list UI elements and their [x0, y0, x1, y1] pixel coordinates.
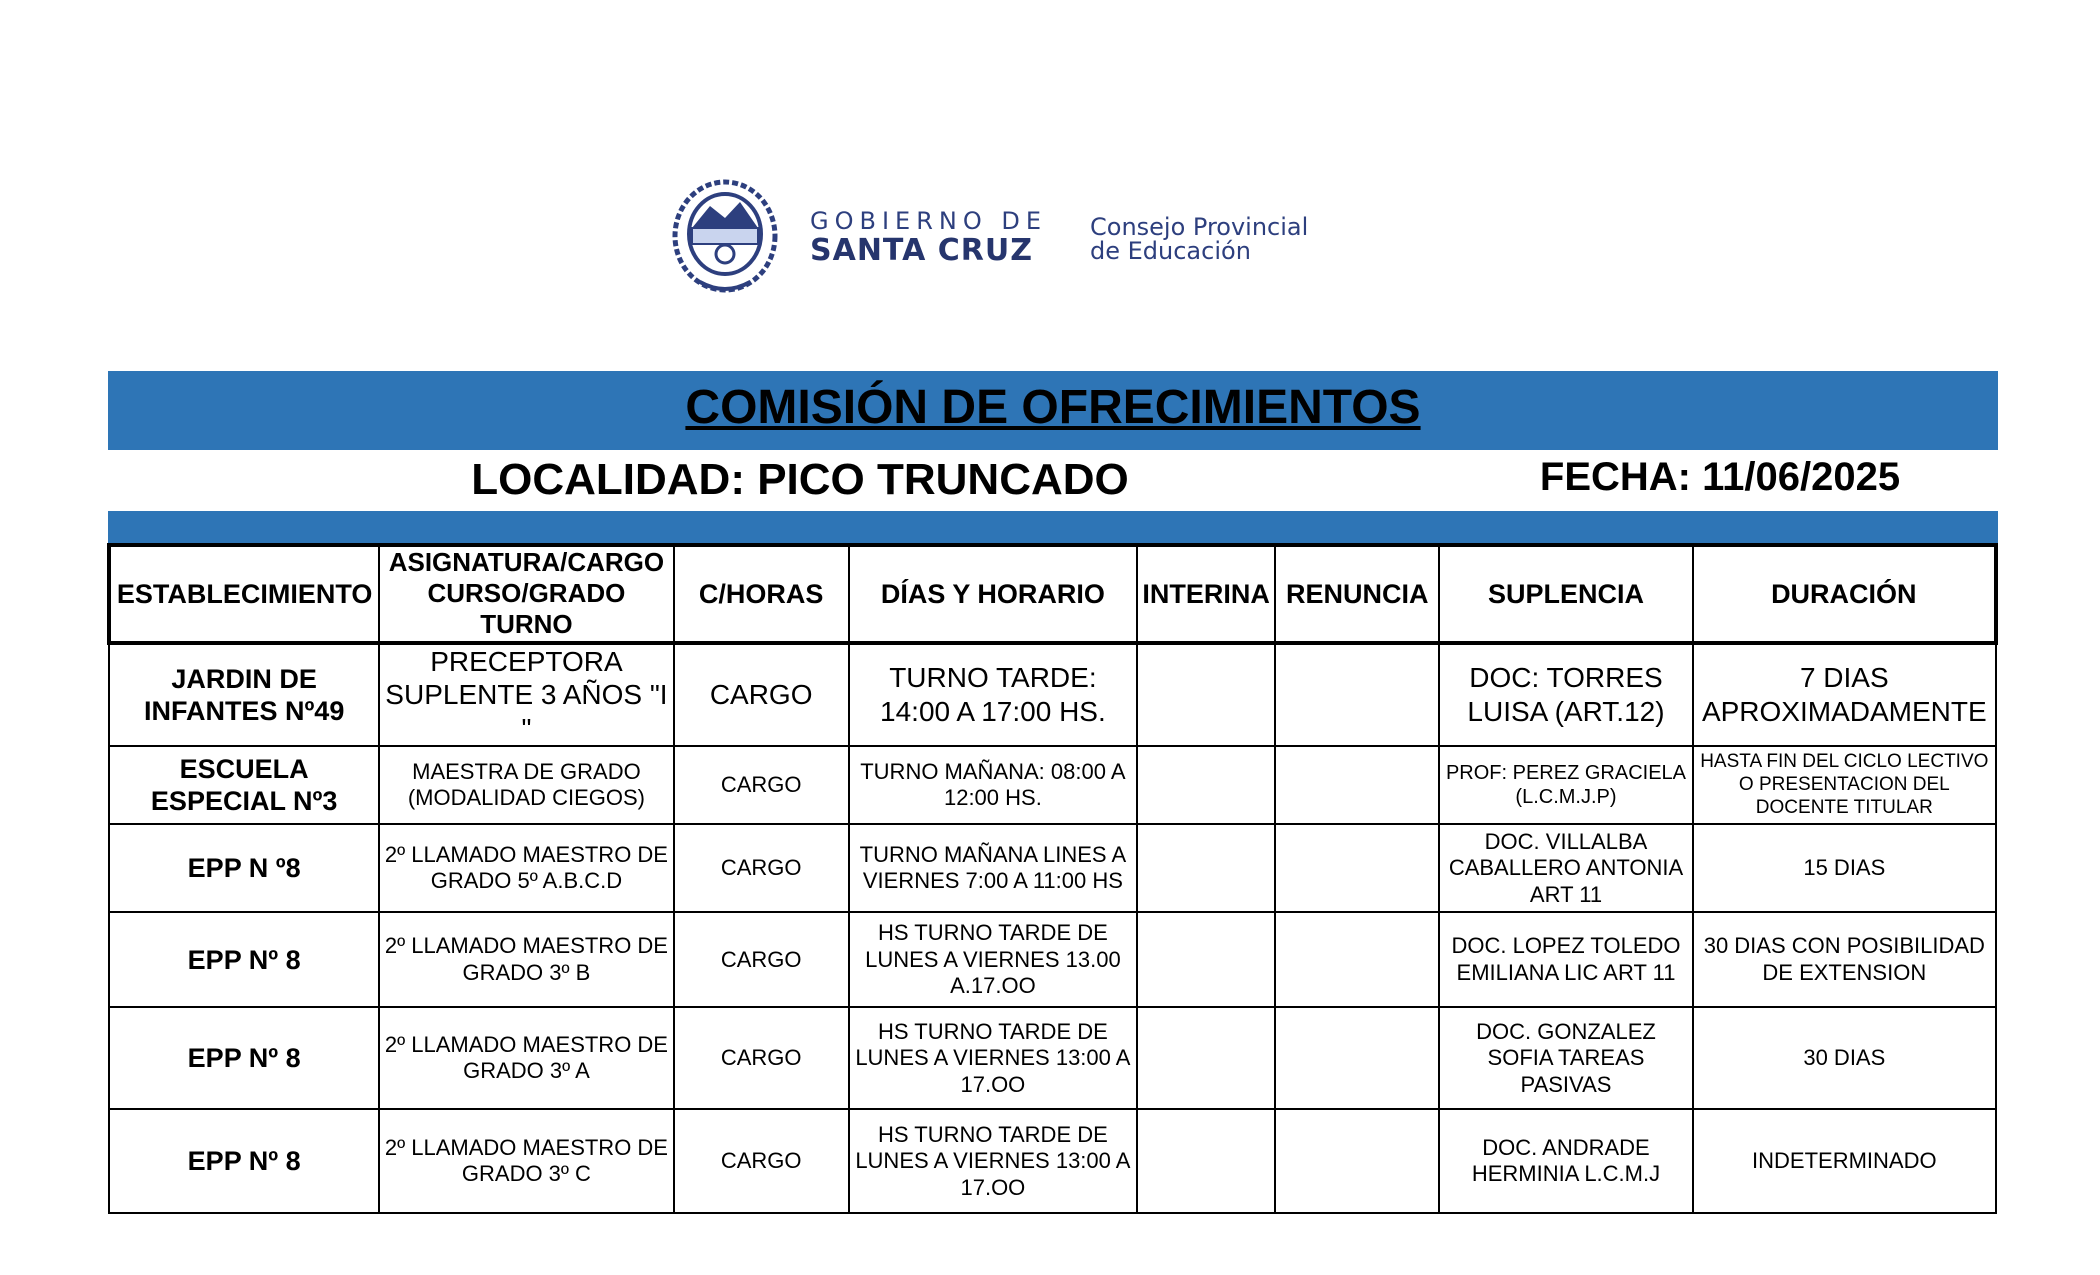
- cell-asignatura: 2º LLAMADO MAESTRO DE GRADO 5º A.B.C.D: [379, 824, 673, 912]
- cell-renuncia: [1275, 643, 1439, 747]
- cell-horas: CARGO: [674, 824, 849, 912]
- header-duracion: DURACIÓN: [1693, 545, 1996, 643]
- cell-horas: CARGO: [674, 912, 849, 1007]
- cell-suplencia: DOC. VILLALBA CABALLERO ANTONIA ART 11: [1439, 824, 1692, 912]
- santa-cruz-label: SANTA CRUZ: [810, 233, 1033, 268]
- cell-duracion: 30 DIAS: [1693, 1007, 1996, 1109]
- header-dias-horario: DÍAS Y HORARIO: [849, 545, 1137, 643]
- cell-duracion: 30 DIAS CON POSIBILIDAD DE EXTENSION: [1693, 912, 1996, 1007]
- consejo-label: Consejo Provincial: [1090, 213, 1309, 241]
- cell-asignatura: 2º LLAMADO MAESTRO DE GRADO 3º C: [379, 1109, 673, 1213]
- header-horas: C/HORAS: [674, 545, 849, 643]
- cell-establecimiento: ESCUELA ESPECIAL Nº3: [109, 746, 379, 824]
- cell-horas: CARGO: [674, 643, 849, 747]
- cell-establecimiento: EPP Nº 8: [109, 1007, 379, 1109]
- cell-establecimiento: JARDIN DE INFANTES Nº49: [109, 643, 379, 747]
- cell-asignatura: PRECEPTORA SUPLENTE 3 AÑOS "I ": [379, 643, 673, 747]
- cell-renuncia: [1275, 824, 1439, 912]
- cell-interina: [1137, 643, 1275, 747]
- educacion-label: de Educación: [1090, 237, 1251, 265]
- header-logo: [670, 175, 1330, 305]
- cell-horas: CARGO: [674, 1109, 849, 1213]
- cell-asignatura: MAESTRA DE GRADO (MODALIDAD CIEGOS): [379, 746, 673, 824]
- table-row: [109, 824, 1996, 912]
- cell-asignatura: 2º LLAMADO MAESTRO DE GRADO 3º B: [379, 912, 673, 1007]
- sub-band: [108, 511, 1998, 543]
- cell-establecimiento: EPP N º8: [109, 824, 379, 912]
- header-suplencia: SUPLENCIA: [1439, 545, 1692, 643]
- table-row: [109, 746, 1996, 824]
- santa-cruz-coat-of-arms-icon: [670, 178, 780, 298]
- header-renuncia: RENUNCIA: [1275, 545, 1439, 643]
- cell-suplencia: PROF: PEREZ GRACIELA (L.C.M.J.P): [1439, 746, 1692, 824]
- cell-duracion: HASTA FIN DEL CICLO LECTIVO O PRESENTACION DEL DOCENTE TITULAR: [1693, 746, 1996, 824]
- gobierno-label: GOBIERNO DE: [810, 207, 1047, 235]
- table-row: [109, 1109, 1996, 1213]
- cell-duracion: INDETERMINADO: [1693, 1109, 1996, 1213]
- cell-suplencia: DOC. GONZALEZ SOFIA TAREAS PASIVAS: [1439, 1007, 1692, 1109]
- cell-interina: [1137, 1007, 1275, 1109]
- cell-interina: [1137, 1109, 1275, 1213]
- header-asignatura: ASIGNATURA/CARGO CURSO/GRADO TURNO: [379, 545, 673, 643]
- cell-interina: [1137, 746, 1275, 824]
- cell-renuncia: [1275, 1007, 1439, 1109]
- cell-dias-horario: TURNO MAÑANA: 08:00 A 12:00 HS.: [849, 746, 1137, 824]
- table-header-row: [109, 545, 1996, 643]
- cell-asignatura: 2º LLAMADO MAESTRO DE GRADO 3º A: [379, 1007, 673, 1109]
- cell-interina: [1137, 912, 1275, 1007]
- cell-suplencia: DOC. ANDRADE HERMINIA L.C.M.J: [1439, 1109, 1692, 1213]
- cell-dias-horario: HS TURNO TARDE DE LUNES A VIERNES 13.00 A.17.OO: [849, 912, 1137, 1007]
- cell-dias-horario: HS TURNO TARDE DE LUNES A VIERNES 13:00 A 17.OO: [849, 1007, 1137, 1109]
- cell-establecimiento: EPP Nº 8: [109, 1109, 379, 1213]
- table-row: [109, 643, 1996, 747]
- fecha-label: FECHA: 11/06/2025: [1539, 455, 1901, 499]
- page-title: COMISIÓN DE OFRECIMIENTOS: [685, 381, 1421, 434]
- cell-horas: CARGO: [674, 1007, 849, 1109]
- header-establecimiento: ESTABLECIMIENTO: [109, 545, 379, 643]
- cell-duracion: 15 DIAS: [1693, 824, 1996, 912]
- cell-dias-horario: HS TURNO TARDE DE LUNES A VIERNES 13:00 A 17.OO: [849, 1109, 1137, 1213]
- cell-dias-horario: TURNO MAÑANA LINES A VIERNES 7:00 A 11:00 HS: [849, 824, 1137, 912]
- offers-table: [107, 543, 1998, 1214]
- cell-renuncia: [1275, 746, 1439, 824]
- table-row: [109, 912, 1996, 1007]
- localidad-label: LOCALIDAD: PICO TRUNCADO: [471, 455, 1129, 504]
- cell-renuncia: [1275, 912, 1439, 1007]
- cell-horas: CARGO: [674, 746, 849, 824]
- cell-interina: [1137, 824, 1275, 912]
- cell-suplencia: DOC. LOPEZ TOLEDO EMILIANA LIC ART 11: [1439, 912, 1692, 1007]
- cell-duracion: 7 DIAS APROXIMADAMENTE: [1693, 643, 1996, 747]
- cell-establecimiento: EPP Nº 8: [109, 912, 379, 1007]
- header-interina: INTERINA: [1137, 545, 1275, 643]
- cell-renuncia: [1275, 1109, 1439, 1213]
- table-row: [109, 1007, 1996, 1109]
- cell-suplencia: DOC: TORRES LUISA (ART.12): [1439, 643, 1692, 747]
- cell-dias-horario: TURNO TARDE: 14:00 A 17:00 HS.: [849, 643, 1137, 747]
